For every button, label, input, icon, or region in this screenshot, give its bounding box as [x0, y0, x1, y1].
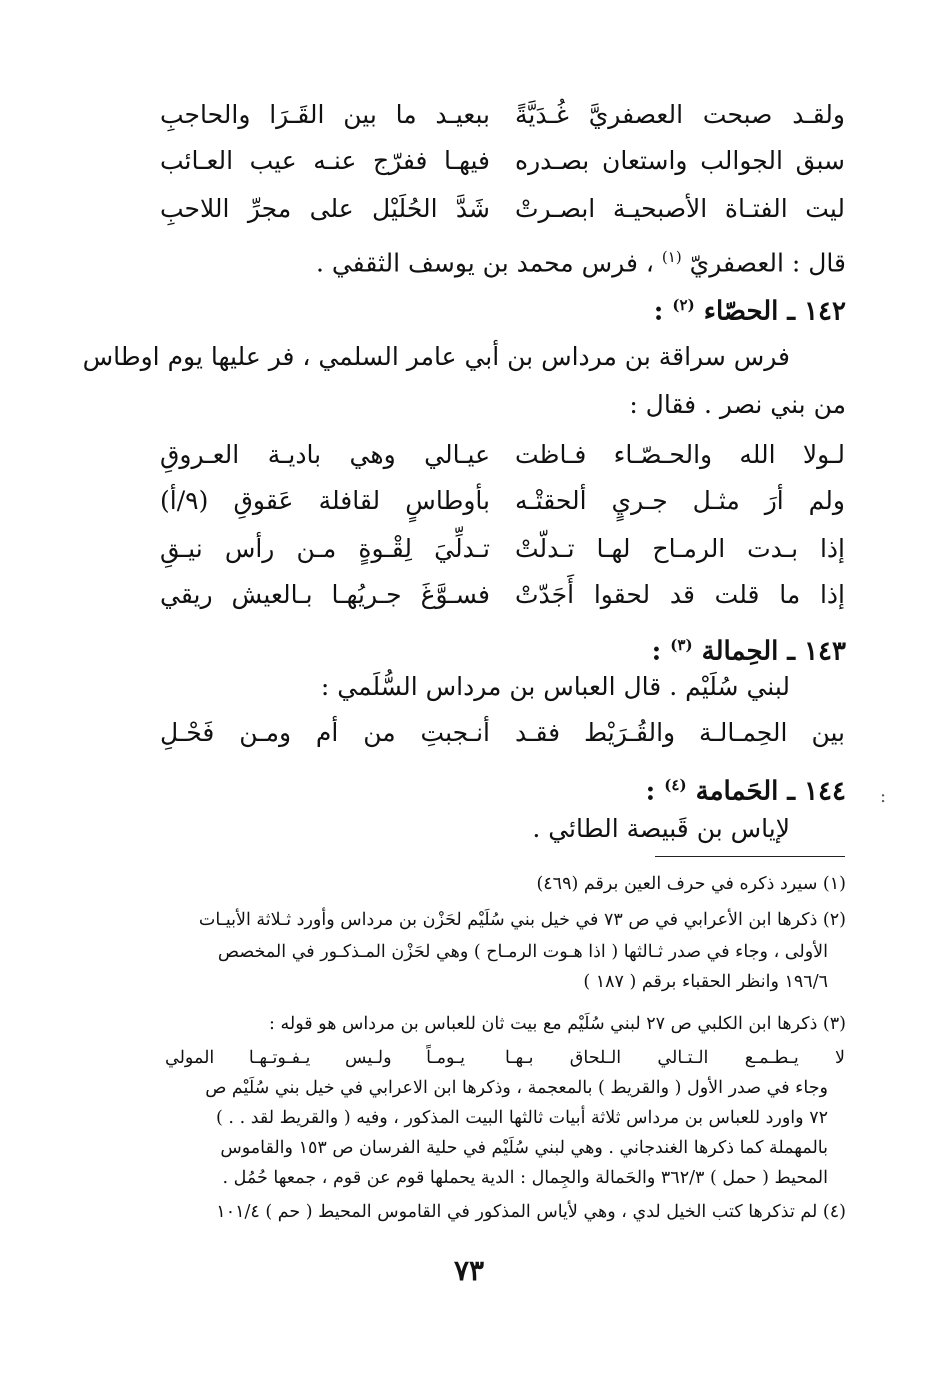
footnote-1: (١) سيرد ذكره في حرف العين برقم (٤٦٩) — [536, 874, 846, 894]
text-segment: قال : العصفريّ — [689, 248, 846, 278]
entry-number: ١٤٤ ـ الحَمامة — [695, 776, 846, 807]
footnote-ref: (٢) — [672, 296, 695, 314]
hemistich-first: ولم أرَ مثـل جـريٍ ألحقتْـه — [515, 486, 845, 515]
entry-colon: : — [651, 636, 662, 667]
hemistich-first: إذا ما قلت قد لحقوا أَجَدّتْ — [515, 580, 845, 609]
hemistich-first: لا يـطـمـع الـتـالي الـلحاق بـهـا — [505, 1048, 845, 1068]
hemistich-second: شَدَّ الحُلَيْل على مجرِّ اللاحبِ — [160, 194, 490, 223]
entry-number: ١٤٢ ـ الحصّاء — [703, 296, 846, 327]
footnote-3-line: ٧٢ واورد للعباس بن مرداس ثلاثة أبيات ثالثها البيت المذكور ، وفيه ( والقريط لقد . . ) — [216, 1108, 828, 1128]
entry-number: ١٤٣ ـ الحِمالة — [701, 636, 846, 667]
page-number: ٧٣ — [453, 1254, 485, 1287]
hemistich-first: بين الحِمـالـة والقُـرَيْط فقـد — [515, 718, 845, 747]
poem-verse — [155, 572, 845, 618]
footnote-4: (٤) لم تذكرها كتب الخيل لدي ، وهي لأياس المذكور في القاموس المحيط ( حم ) ١٠١/٤ — [216, 1202, 846, 1222]
poem-verse — [155, 92, 845, 138]
poem-verse — [155, 526, 845, 572]
text-segment: ، فرس محمد بن يوسف الثقفي . — [315, 248, 654, 278]
footnote-3-intro: (٣) ذكرها ابن الكلبي ص ٢٧ لبني سُلَيْم مع بيت ثان للعباس بن مرداس هو قوله : — [269, 1014, 846, 1034]
hemistich-first: ليت الفتـاة الأصبحيـة ابصـرتْ — [515, 194, 845, 223]
footnote-ref: (٤) — [664, 776, 687, 794]
footnote-2-line: الأولى ، وجاء في صدر ثـالثها ( اذا هـوت الرمـاح ) وهي لحَزْن المـذكـور في المخصص — [217, 942, 828, 962]
prose-line — [316, 234, 846, 286]
footnote-ref: (١) — [661, 248, 682, 266]
footnote-2-line: (٢) ذكرها ابن الأعرابي في ص ٧٣ في خيل بني سُلَيْم لحَزْن بن مرداس وأورد ثـلاثة الأبيـات — [198, 910, 846, 930]
entry-colon: : — [653, 296, 664, 327]
entry-heading — [654, 282, 846, 335]
footnote-3-verse — [165, 1044, 845, 1072]
hemistich-second: فيهـا ففرّج عنـه عيب العـائب — [160, 146, 490, 175]
footnote-3-line: المحيط ( حمل ) ٣٦٢/٣ والحَمالة والجِمال : الدية يحملها قوم عن قوم ، جمعها حُمُل . — [222, 1168, 828, 1188]
footnote-ref: (٣) — [670, 636, 693, 654]
hemistich-first: سبق الجوالب واستعان بصـدره — [515, 146, 845, 175]
prose-line: لإياس بن قَبيصة الطائي . — [532, 814, 790, 843]
poem-verse — [155, 432, 845, 478]
hemistich-first: إذا بـدت الرمـاح لهـا تـدلّتْ — [515, 534, 845, 563]
footnote-separator — [655, 856, 845, 857]
hemistich-second: يـومـاً ولـيس يـفـوتـهـا المولي — [165, 1048, 465, 1068]
hemistich-second: أنـجبتِ من أم ومـن فَحْـلِ — [160, 718, 490, 747]
poem-verse — [155, 710, 845, 756]
poem-verse — [155, 478, 845, 524]
prose-line: من بني نصر . فقال : — [629, 390, 846, 419]
footnote-2-line: ١٩٦/٦ وانظر الحقباء برقم ( ١٨٧ ) — [583, 972, 828, 992]
hemistich-second: فسـوَّغَ جـريُهـا بـالعيش ريقي — [160, 580, 490, 609]
prose-line: لبني سُلَيْم . قال العباس بن مرداس السُّلَمي : — [320, 672, 790, 701]
poem-verse — [155, 186, 845, 232]
hemistich-second: عيـالي وهي باديـة العـروقِ — [160, 440, 490, 469]
margin-mark: : — [880, 786, 887, 807]
entry-colon: : — [645, 776, 656, 807]
hemistich-first: ولقـد صبحت العصفريَّ غُـدَيَّةً — [515, 100, 845, 129]
prose-line: فرس سراقة بن مرداس بن أبي عامر السلمي ، فر عليها يوم اوطاس — [82, 342, 790, 371]
poem-verse — [155, 138, 845, 184]
hemistich-second: تـدلِّيَ لِقْـوةٍ مـن رأس نيـقِ — [160, 534, 490, 563]
footnote-3-line: بالمهملة كما ذكرها الغندجاني . وهي لبني سُلَيْم في حلية الفرسان ص ١٥٣ والقاموس — [220, 1138, 828, 1158]
hemistich-first: لـولا الله والحـصّـاء فـاظت — [515, 440, 845, 469]
hemistich-second: بأوطاسٍ لقافلة عَقوقِ (٩/أ) — [160, 486, 490, 515]
footnote-3-line: وجاء في صدر الأول ( والقريط ) بالمعجمة ، وذكرها ابن الاعرابي في خيل بني سُلَيْم ص — [205, 1078, 828, 1098]
hemistich-second: ببعيـد ما بين القَـرَا والحاجبِ — [160, 100, 490, 129]
